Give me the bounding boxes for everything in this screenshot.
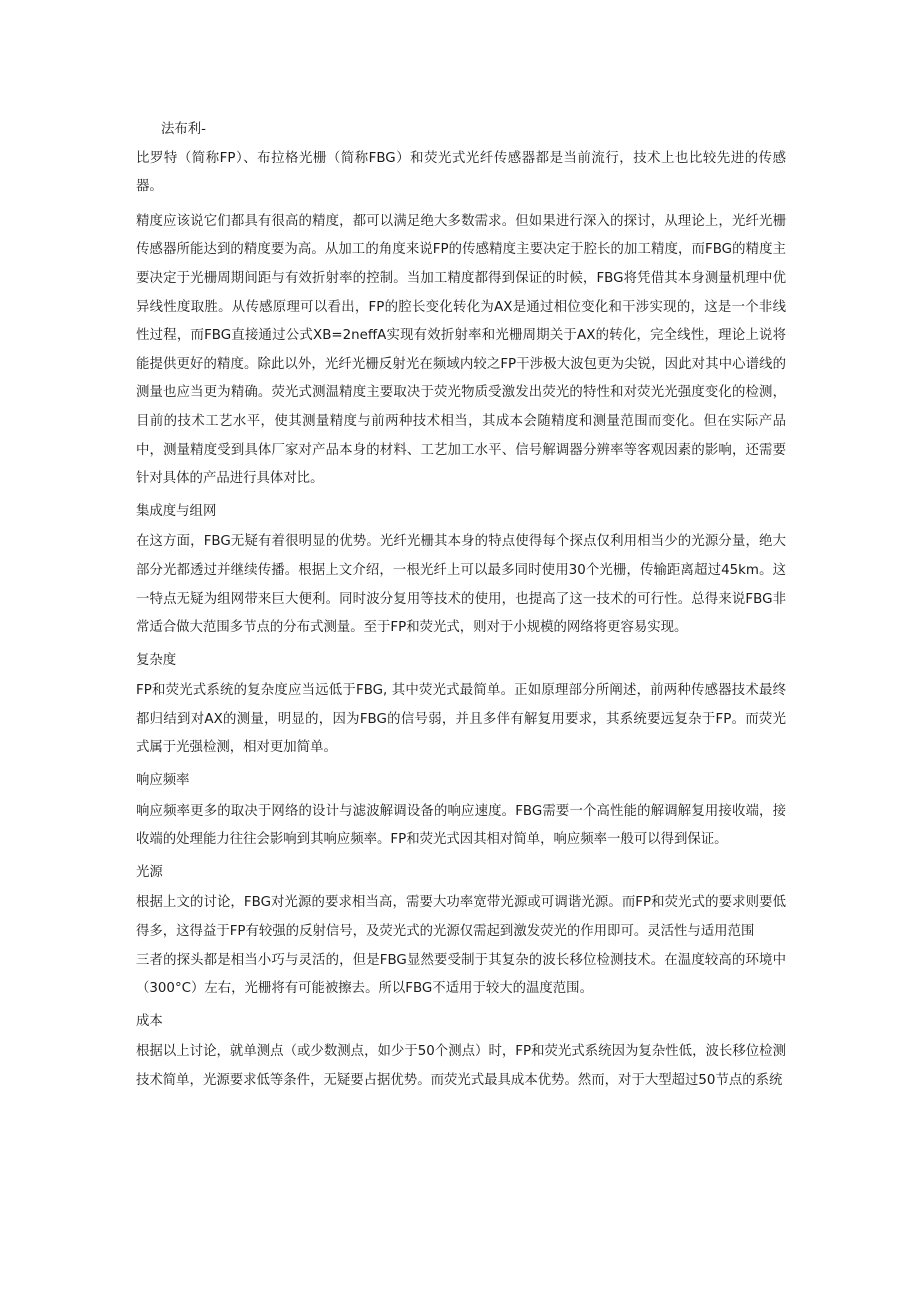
- heading-complexity: 复杂度: [136, 652, 177, 668]
- intro-paragraph: 比罗特（简称FP）、布拉格光栅（简称FBG）和荧光式光纤传感器都是当前流行，技术上也比较先进的传感器。: [136, 150, 786, 195]
- heading-response: 响应频率: [136, 773, 190, 789]
- precision-paragraph: 精度应该说它们都具有很高的精度，都可以满足绝大多数需求。但如果进行深入的探讨，从理论上，光纤光栅传感器所能达到的精度要为高。从加工的角度来说FP的传感精度主要决定于腔长的加工精度，而FBG的精度主要决定于光栅周期间距与有效折射率的控制。当加工精度都得到保证的时候，FBG将凭借其本身测量机理中优异线性度取胜。从传感原理可以看出，FP的腔长变化转化为AX是通过相位变化和干涉实现的，这是一个非线性过程，而FBG直接通过公式XB=2neffA实现有效折射率和光栅周期关于AX的转化，完全线性，理论上说将能提供更好的精度。除此以外，光纤光栅反射光在频域内较之FP干涉极大波包更为尖锐，因此对其中心谱线的测量也应当更为精确。荧光式测温精度主要取决于荧光物质受激发出荧光的特性和对荧光光强度变化的检测，目前的技术工艺水平，使其测量精度与前两种技术相当，其成本会随精度和测量范围而变化。但在实际产品中，测量精度受到具体厂家对产品本身的材料、工艺加工水平、信号解调器分辨率等客观因素的影响，还需要针对具体的产品进行具体对比。: [136, 213, 786, 487]
- heading-light-source: 光源: [136, 864, 163, 880]
- response-paragraph: 响应频率更多的取决于网络的设计与滤波解调设备的响应速度。FBG需要一个高性能的解调解复用接收端，接收端的处理能力往往会影响到其响应频率。FP和荧光式因其相对简单，响应频率一般可以得到保证。: [136, 803, 786, 848]
- cost-paragraph: 根据以上讨论，就单测点（或少数测点，如少于50个测点）时，FP和荧光式系统因为复杂性低，波长移位检测技术简单，光源要求低等条件，无疑要占据优势。而荧光式最具成本优势。然而，对于大型超过50节点的系统: [136, 1044, 786, 1088]
- integration-paragraph: 在这方面，FBG无疑有着很明显的优势。光纤光栅其本身的特点使得每个探点仅利用相当少的光源分量，绝大部分光都透过并继续传播。根据上文介绍，一根光纤上可以最多同时使用30个光栅，传输距离超过45km。这一特点无疑为组网带来巨大便利。同时波分复用等技术的使用，也提高了这一技术的可行性。总得来说FBG非常适合做大范围多节点的分布式测量。至于FP和荧光式，则对于小规模的网络将更容易实现。: [136, 534, 786, 636]
- heading-cost: 成本: [136, 1013, 163, 1029]
- document-page: [136, 116, 786, 1096]
- complexity-paragraph: FP和荧光式系统的复杂度应当远低于FBG, 其中荧光式最简单。正如原理部分所阐述，前两种传感器技术最终都归结到对AX的测量，明显的，因为FBG的信号弱，并且多伴有解复用要求，其系统要远复杂于FP。而荧光式属于光强检测，相对更加简单。: [136, 683, 786, 756]
- heading-integration: 集成度与组网: [136, 503, 217, 519]
- light-source-paragraph: 根据上文的讨论，FBG对光源的要求相当高，需要大功率宽带光源或可调谐光源。而FP和荧光式的要求则要低得多，这得益于FP有较强的反射信号，及荧光式的光源仅需起到激发荧光的作用即可。灵活性与适用范围: [136, 895, 786, 940]
- doc-title: 法布利-: [161, 122, 207, 137]
- flexibility-paragraph: 三者的探头都是相当小巧与灵活的，但是FBG显然要受制于其复杂的波长移位检测技术。在温度较高的环境中（300°C）左右，光栅将有可能被擦去。所以FBG不适用于较大的温度范围。: [136, 952, 786, 997]
